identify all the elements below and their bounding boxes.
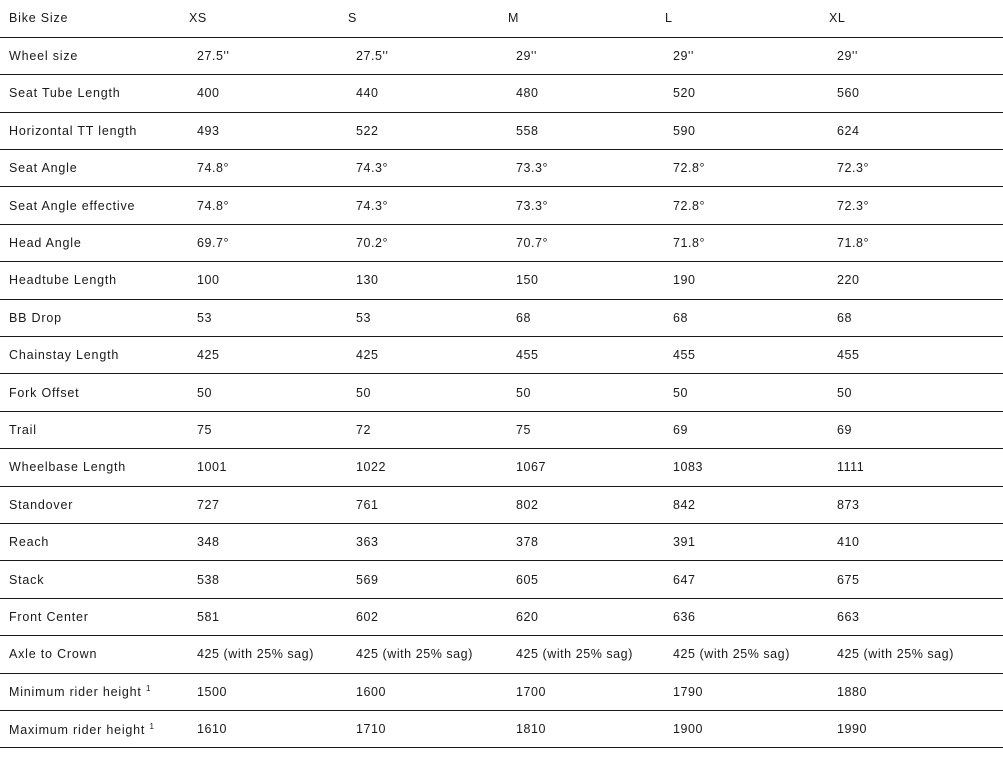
row-value: 70.7° (508, 224, 665, 261)
row-value: 425 (with 25% sag) (665, 636, 829, 673)
row-label: Wheel size (0, 37, 189, 74)
row-value: 53 (348, 299, 508, 336)
row-value: 68 (665, 299, 829, 336)
row-value: 73.3° (508, 187, 665, 224)
row-value: 69.7° (189, 224, 348, 261)
table-body (0, 37, 1003, 747)
row-value: 72.8° (665, 150, 829, 187)
row-value: 1111 (829, 449, 1003, 486)
row-label: Front Center (0, 598, 189, 635)
column-header-m: M (508, 0, 665, 37)
row-label (0, 710, 189, 747)
column-header-bike-size: Bike Size (0, 0, 189, 37)
table-row (0, 187, 1003, 224)
row-value: 425 (with 25% sag) (348, 636, 508, 673)
row-label: Headtube Length (0, 262, 189, 299)
table-header-row (0, 0, 1003, 37)
row-label: Head Angle (0, 224, 189, 261)
row-value: 455 (508, 337, 665, 374)
table-header (0, 0, 1003, 37)
table-row (0, 449, 1003, 486)
row-value: 1700 (508, 673, 665, 710)
row-label: Trail (0, 411, 189, 448)
row-value: 27.5'' (348, 37, 508, 74)
row-value: 761 (348, 486, 508, 523)
row-value: 75 (508, 411, 665, 448)
row-value: 130 (348, 262, 508, 299)
row-value: 425 (189, 337, 348, 374)
row-value: 1067 (508, 449, 665, 486)
row-value: 75 (189, 411, 348, 448)
row-value: 675 (829, 561, 1003, 598)
row-value: 100 (189, 262, 348, 299)
row-value: 74.8° (189, 187, 348, 224)
row-value: 29'' (829, 37, 1003, 74)
footnote-marker: 1 (145, 684, 151, 694)
row-value: 480 (508, 75, 665, 112)
row-value: 50 (665, 374, 829, 411)
row-value: 220 (829, 262, 1003, 299)
table-row (0, 636, 1003, 673)
row-label: Chainstay Length (0, 337, 189, 374)
column-header-l: L (665, 0, 829, 37)
row-value: 581 (189, 598, 348, 635)
table-row (0, 150, 1003, 187)
row-value: 1710 (348, 710, 508, 747)
row-value: 663 (829, 598, 1003, 635)
row-value: 560 (829, 75, 1003, 112)
row-value: 190 (665, 262, 829, 299)
table-row (0, 411, 1003, 448)
row-value: 50 (189, 374, 348, 411)
row-value: 69 (665, 411, 829, 448)
row-value: 602 (348, 598, 508, 635)
row-value: 802 (508, 486, 665, 523)
row-value: 1880 (829, 673, 1003, 710)
table-row (0, 37, 1003, 74)
row-value: 400 (189, 75, 348, 112)
row-value: 636 (665, 598, 829, 635)
table-row (0, 224, 1003, 261)
row-value: 455 (665, 337, 829, 374)
row-value: 150 (508, 262, 665, 299)
column-header-s: S (348, 0, 508, 37)
row-value: 1600 (348, 673, 508, 710)
row-value: 410 (829, 523, 1003, 560)
row-value: 1790 (665, 673, 829, 710)
row-value: 1022 (348, 449, 508, 486)
row-value: 68 (829, 299, 1003, 336)
row-label: Standover (0, 486, 189, 523)
table-row (0, 374, 1003, 411)
table-row (0, 486, 1003, 523)
row-label-text: Maximum rider height (9, 722, 150, 737)
row-value: 1990 (829, 710, 1003, 747)
row-label: Seat Tube Length (0, 75, 189, 112)
row-value: 50 (508, 374, 665, 411)
table-row (0, 262, 1003, 299)
row-value: 425 (348, 337, 508, 374)
row-value: 425 (with 25% sag) (189, 636, 348, 673)
row-value: 1500 (189, 673, 348, 710)
row-label: Stack (0, 561, 189, 598)
row-value: 29'' (508, 37, 665, 74)
row-value: 620 (508, 598, 665, 635)
row-value: 1083 (665, 449, 829, 486)
row-value: 71.8° (829, 224, 1003, 261)
row-value: 74.8° (189, 150, 348, 187)
row-value: 493 (189, 112, 348, 149)
row-value: 425 (with 25% sag) (829, 636, 1003, 673)
table-row (0, 561, 1003, 598)
row-value: 29'' (665, 37, 829, 74)
row-label: Reach (0, 523, 189, 560)
row-value: 538 (189, 561, 348, 598)
row-value: 624 (829, 112, 1003, 149)
row-value: 70.2° (348, 224, 508, 261)
row-value: 378 (508, 523, 665, 560)
row-label (0, 673, 189, 710)
row-value: 520 (665, 75, 829, 112)
row-value: 74.3° (348, 187, 508, 224)
table-row (0, 112, 1003, 149)
row-label-text: Minimum rider height (9, 685, 146, 700)
row-value: 1610 (189, 710, 348, 747)
table-row (0, 337, 1003, 374)
row-value: 27.5'' (189, 37, 348, 74)
table-row (0, 523, 1003, 560)
table-row (0, 710, 1003, 747)
row-value: 569 (348, 561, 508, 598)
row-value: 73.3° (508, 150, 665, 187)
row-value: 74.3° (348, 150, 508, 187)
table-row (0, 75, 1003, 112)
row-value: 68 (508, 299, 665, 336)
column-header-xs: XS (189, 0, 348, 37)
column-header-xl: XL (829, 0, 1003, 37)
row-value: 727 (189, 486, 348, 523)
row-value: 873 (829, 486, 1003, 523)
row-label: Axle to Crown (0, 636, 189, 673)
row-value: 69 (829, 411, 1003, 448)
table-row (0, 673, 1003, 710)
row-label: Horizontal TT length (0, 112, 189, 149)
row-value: 425 (with 25% sag) (508, 636, 665, 673)
row-label: BB Drop (0, 299, 189, 336)
row-value: 522 (348, 112, 508, 149)
row-value: 50 (829, 374, 1003, 411)
row-value: 50 (348, 374, 508, 411)
row-value: 71.8° (665, 224, 829, 261)
table-row (0, 598, 1003, 635)
row-value: 1900 (665, 710, 829, 747)
row-value: 363 (348, 523, 508, 560)
row-value: 590 (665, 112, 829, 149)
row-value: 72.3° (829, 150, 1003, 187)
row-value: 455 (829, 337, 1003, 374)
row-label: Seat Angle (0, 150, 189, 187)
row-value: 647 (665, 561, 829, 598)
row-value: 1001 (189, 449, 348, 486)
row-value: 72 (348, 411, 508, 448)
table-row (0, 299, 1003, 336)
row-label: Seat Angle effective (0, 187, 189, 224)
row-value: 53 (189, 299, 348, 336)
row-value: 1810 (508, 710, 665, 747)
row-label: Wheelbase Length (0, 449, 189, 486)
row-value: 72.8° (665, 187, 829, 224)
row-value: 72.3° (829, 187, 1003, 224)
row-label: Fork Offset (0, 374, 189, 411)
row-value: 391 (665, 523, 829, 560)
row-value: 440 (348, 75, 508, 112)
row-value: 842 (665, 486, 829, 523)
row-value: 348 (189, 523, 348, 560)
row-value: 605 (508, 561, 665, 598)
row-value: 558 (508, 112, 665, 149)
footnote-marker: 1 (149, 721, 154, 731)
